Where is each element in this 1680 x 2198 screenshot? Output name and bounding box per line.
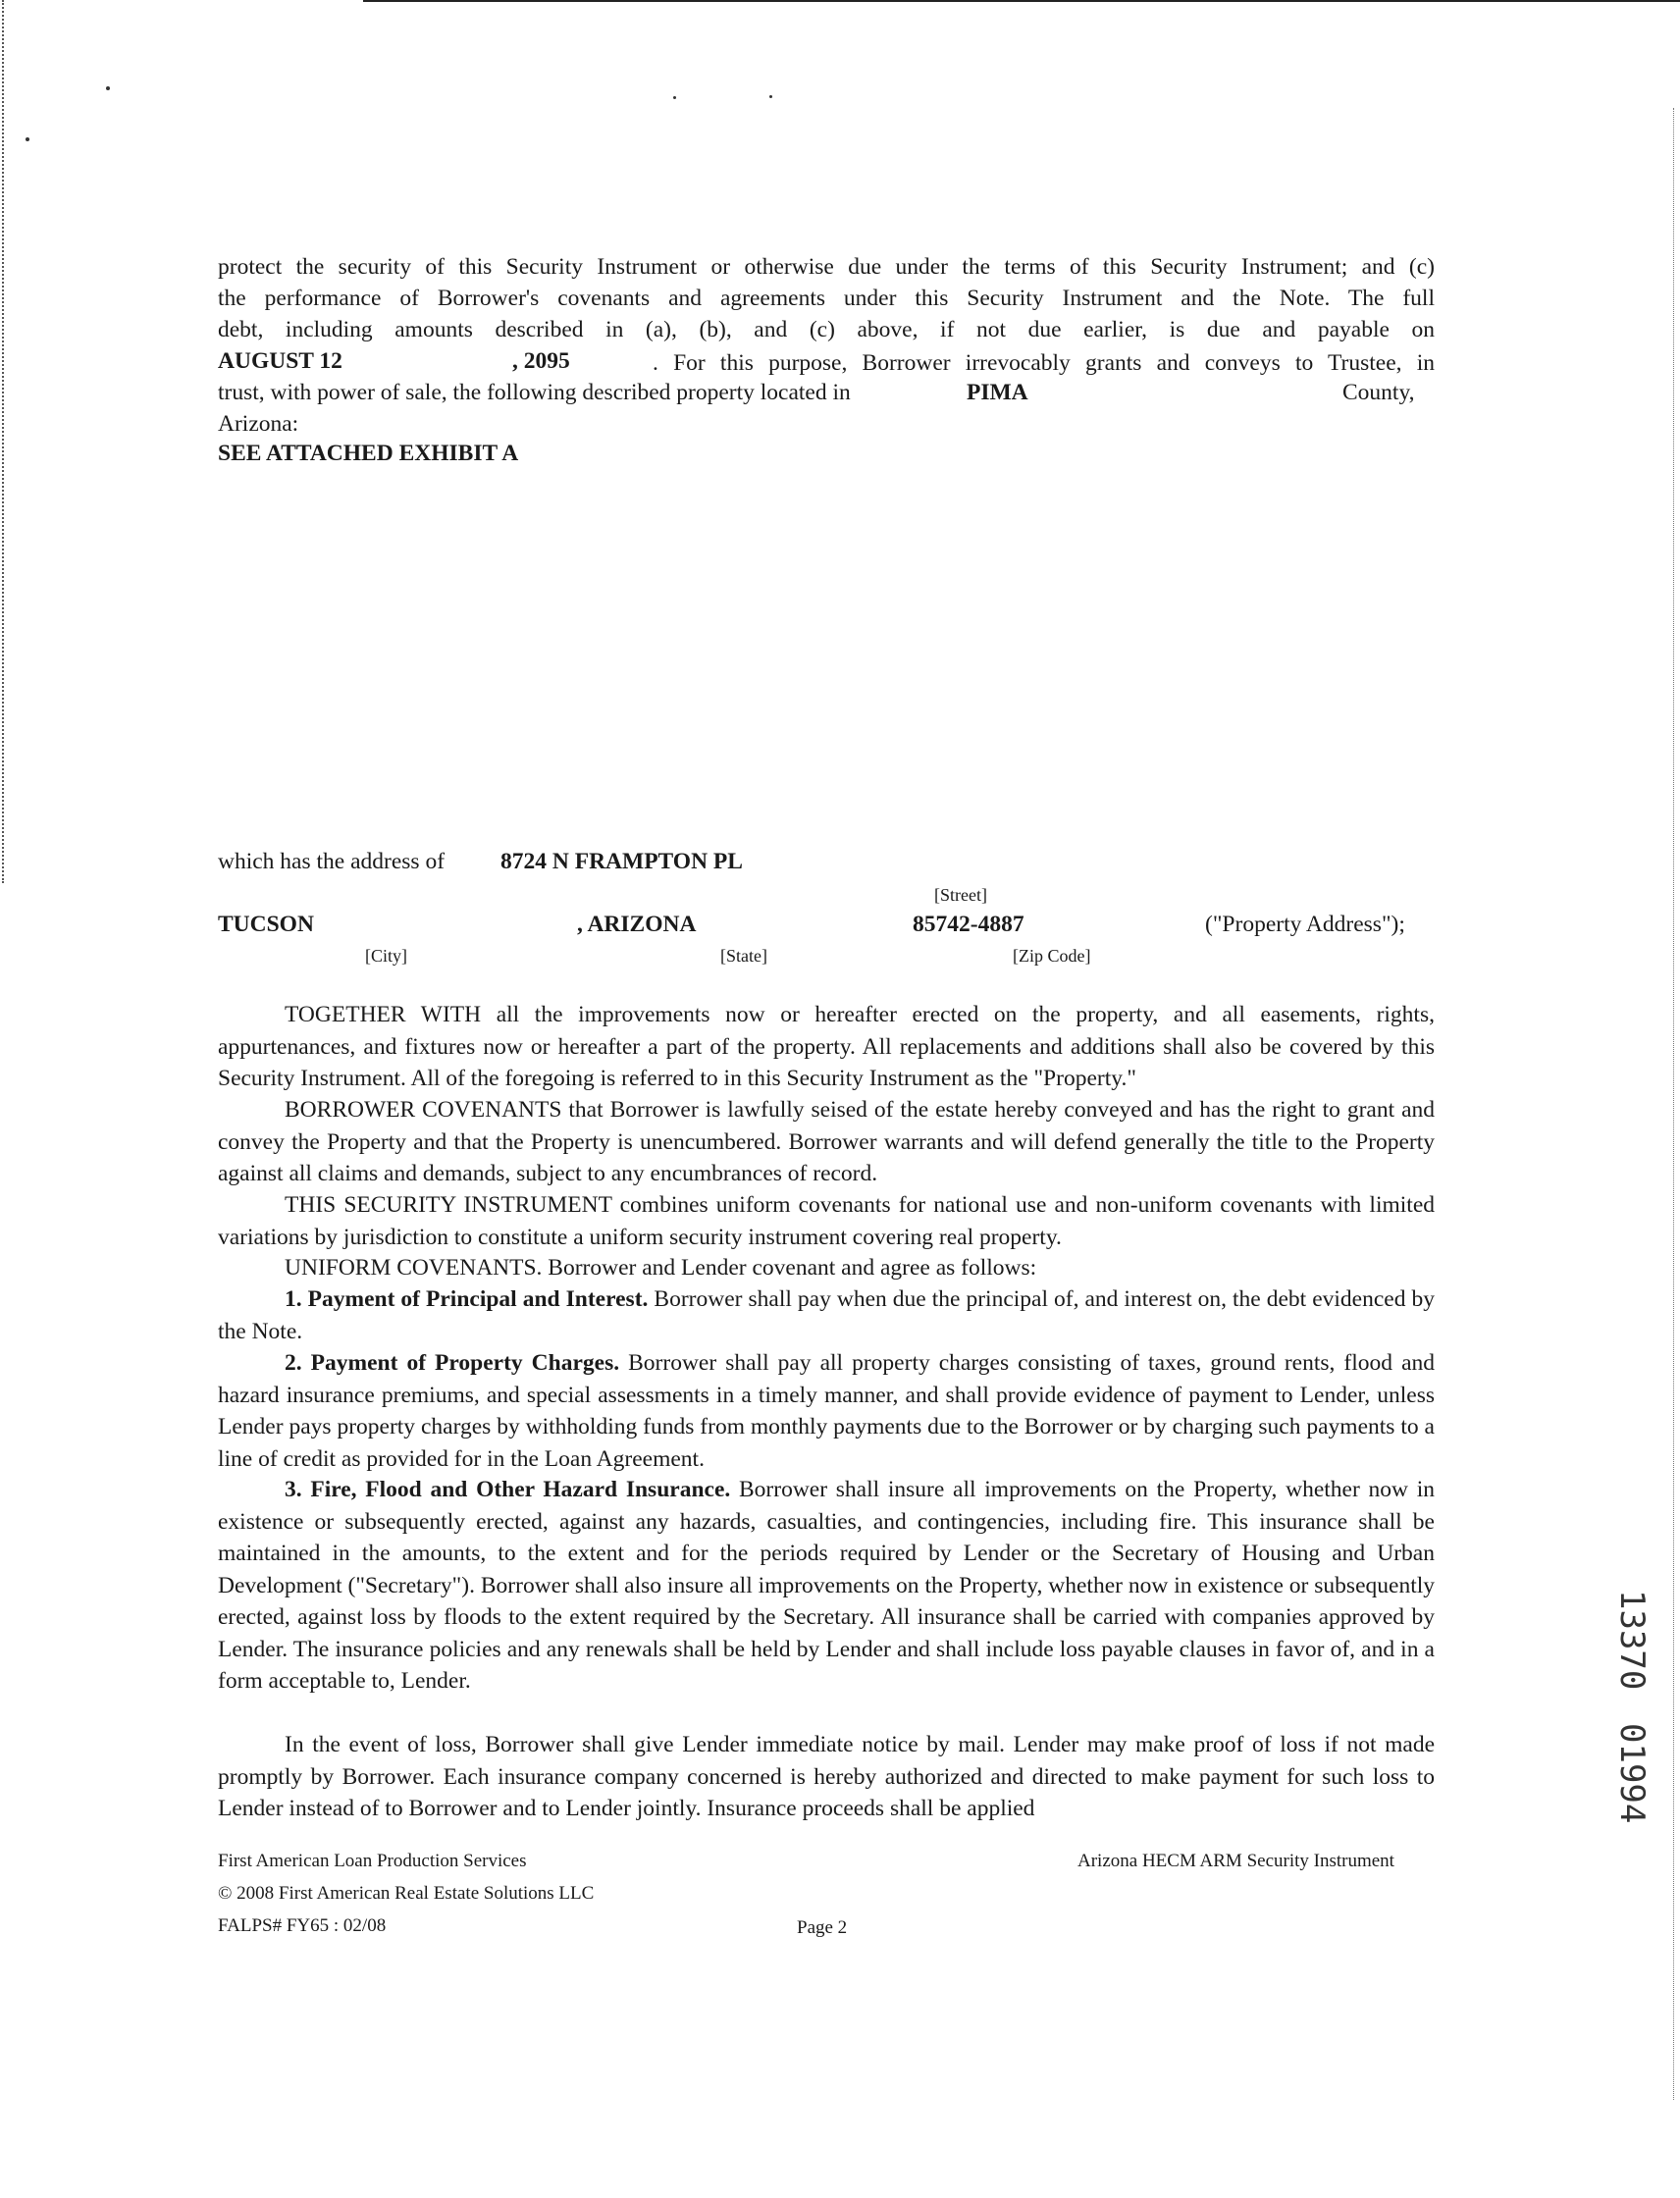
- section-3-heading: 3. Fire, Flood and Other Hazard Insurance.: [285, 1477, 731, 1502]
- scan-top-border: [363, 0, 1680, 2]
- maturity-date: AUGUST 12: [218, 348, 342, 374]
- state-line: Arizona:: [218, 411, 299, 437]
- county-label: County,: [1342, 380, 1415, 405]
- section-1-paragraph: [218, 1283, 1435, 1347]
- loss-paragraph: In the event of loss, Borrower shall give Lender immediate notice by mail. Lender may make proof of loss if not made promptly by Borrower. Each insurance company concerned is hereby authorized and directed to make payment for such loss to Lender instead of to Borrower and to Lender jointly. Insurance proceeds shall be applied: [218, 1732, 1435, 1821]
- opening-line-2: the performance of Borrower's covenants and agreements under this Security Instrument and the Note. The full: [218, 286, 1435, 311]
- exhibit-reference: SEE ATTACHED EXHIBIT A: [218, 441, 519, 466]
- scan-speck: [769, 95, 772, 98]
- grant-clause: . For this purpose, Borrower irrevocably grants and conveys to Trustee, in: [653, 350, 1435, 376]
- street-label: [Street]: [934, 885, 987, 905]
- section-2-paragraph: [218, 1347, 1435, 1475]
- scan-speck: [673, 96, 676, 99]
- scan-left-edge: [2, 0, 4, 883]
- section-2-text: Borrower shall pay all property charges consisting of taxes, ground rents, flood and hazard insurance premiums, and special assessments in a timely manner, and shall provide evidence of payment to Lender, unless Lender pays property charges by withholding funds from monthly payments due to the Borrower or by charging such payments to a line of credit as provided for in the Loan Agreement.: [218, 1350, 1435, 1472]
- together-with-paragraph: TOGETHER WITH all the improvements now or hereafter erected on the property, and all easements, rights, appurtenances, and fixtures now or hereafter a part of the property. All replacements and additions shall also be covered by this Security Instrument. All of the foregoing is referred to in this Security Instrument as the "Property.": [218, 1002, 1435, 1091]
- address-intro: which has the address of: [218, 849, 446, 874]
- stamp-group-2: 01994: [1612, 1723, 1652, 1824]
- scan-right-edge: [1673, 108, 1674, 2100]
- property-location-text: trust, with power of sale, the following described property located in: [218, 380, 851, 405]
- section-3-paragraph: [218, 1474, 1435, 1698]
- state-label: [State]: [720, 946, 767, 966]
- maturity-year: , 2095: [512, 348, 570, 374]
- zip-value: 85742-4887: [913, 912, 1024, 937]
- scan-speck: [26, 137, 29, 141]
- borrower-covenants-paragraph: BORROWER COVENANTS that Borrower is lawfully seised of the estate hereby conveyed and has the right to grant and convey the Property and that the Property is unencumbered. Borrower warrants and will defend generally the title to the Property against all claims and demands, subject to any encumbrances of record.: [218, 1097, 1435, 1186]
- footer-document-title: Arizona HECM ARM Security Instrument: [1077, 1851, 1394, 1871]
- opening-line-3: debt, including amounts described in (a), (b), and (c) above, if not due earlier, is due and payable on: [218, 317, 1435, 342]
- uniform-covenants-line: UNIFORM COVENANTS. Borrower and Lender covenant and agree as follows:: [285, 1255, 1037, 1281]
- city-value: TUCSON: [218, 912, 314, 937]
- property-address-label: ("Property Address");: [1205, 912, 1405, 937]
- street-value: 8724 N FRAMPTON PL: [500, 849, 743, 874]
- security-instrument-paragraph: THIS SECURITY INSTRUMENT combines uniform covenants for national use and non-uniform covenants with limited variations by jurisdiction to constitute a uniform security instrument covering real property.: [218, 1192, 1435, 1250]
- footer-company: First American Loan Production Services: [218, 1851, 527, 1871]
- opening-line-1: protect the security of this Security Instrument or otherwise due under the terms of this Security Instrument; and (c): [218, 254, 1435, 280]
- city-label: [City]: [365, 946, 407, 966]
- footer-page-number: Page 2: [797, 1917, 848, 1938]
- recording-number-stamp: [1612, 1590, 1662, 1824]
- section-3-text: Borrower shall insure all improvements on the Property, whether now in existence or subsequently erected, against any hazards, casualties, and contingencies, including fire. This insurance shall be maintained in the amounts, to the extent and for the periods required by Lender or the Secretary of Housing and Urban Development ("Secretary"). Borrower shall also insure all improvements on the Property, whether now in existence or subsequently erected, against loss by floods to the extent required by the Secretary. All insurance shall be carried with companies approved by Lender. The insurance policies and any renewals shall be held by Lender and shall include loss payable clauses in favor of, and in a form acceptable to, Lender.: [218, 1477, 1435, 1694]
- section-1-text: Borrower shall pay when due the principal of, and interest on, the debt evidenced by the Note.: [218, 1286, 1435, 1344]
- state-value: , ARIZONA: [577, 912, 697, 937]
- section-2-heading: 2. Payment of Property Charges.: [285, 1350, 620, 1376]
- section-1-heading: 1. Payment of Principal and Interest.: [285, 1286, 649, 1312]
- footer-form-number: FALPS# FY65 : 02/08: [218, 1915, 387, 1936]
- footer-copyright: © 2008 First American Real Estate Solutions LLC: [218, 1883, 595, 1904]
- zip-label: [Zip Code]: [1013, 946, 1091, 966]
- county-name: PIMA: [967, 380, 1028, 405]
- stamp-group-1: 13370: [1612, 1590, 1652, 1691]
- scan-speck: [106, 86, 110, 90]
